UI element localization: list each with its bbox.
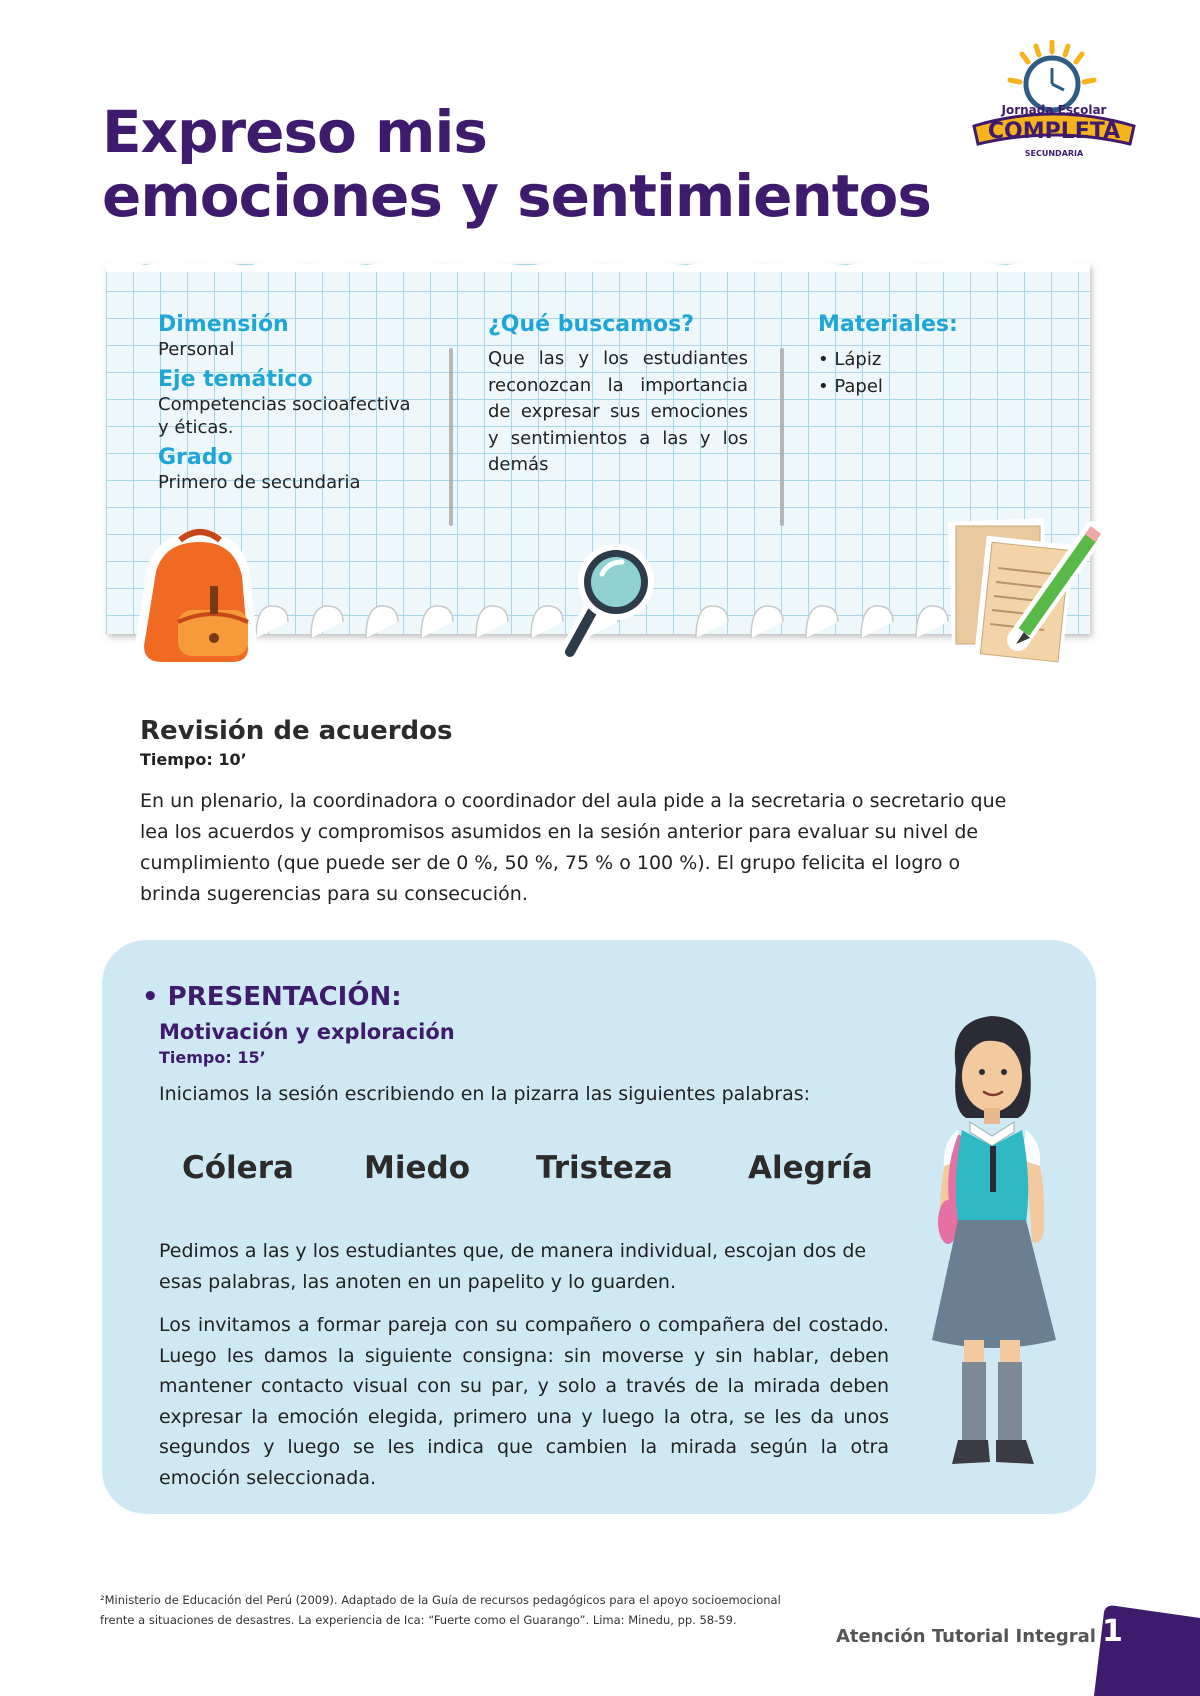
dimension-value: Personal — [158, 339, 235, 360]
emotion-word: Cólera — [182, 1150, 294, 1186]
presentacion-paragraph: Pedimos a las y los estudiantes que, de manera individual, escojan dos de esas palabras, las anoten en un papelito y lo guarden. — [159, 1240, 867, 1293]
page-title — [102, 100, 931, 228]
material-item: • Papel — [818, 373, 1058, 400]
emotion-word: Alegría — [748, 1150, 873, 1186]
presentacion-intro: Iniciamos la sesión escribiendo en la pizarra las siguientes palabras: — [159, 1083, 811, 1105]
materiales-list — [818, 346, 1058, 400]
presentacion-paragraph: Los invitamos a formar pareja con su compañero o compañera del costado. Luego les damos la siguiente consigna: sin moverse y sin hablar, deben mantener contacto visual con su par, y solo a través de la mirada deben expresar la emoción elegida, primero una y luego la otra, se les da unos segundos y luego se les indica que cambien la mirada según la otra emoción seleccionada. — [159, 1314, 889, 1489]
title-line-2: emociones y sentimientos — [102, 162, 931, 230]
busca-label: ¿Qué buscamos? — [488, 312, 694, 337]
eje-label: Eje temático — [158, 367, 313, 392]
magnifier-icon — [556, 540, 666, 666]
revision-time: Tiempo: 10’ — [140, 750, 247, 769]
dimension-label: Dimensión — [158, 312, 289, 337]
grado-value: Primero de secundaria — [158, 472, 361, 493]
info-column-left — [158, 312, 418, 500]
title-line-1: Expreso mis — [102, 98, 487, 166]
revision-title: Revisión de acuerdos — [140, 716, 453, 746]
torn-paper-edge — [106, 258, 1090, 272]
footnote-line-1: ²Ministerio de Educación del Perú (2009). Adaptado de la Guía de recursos pedagógicos para el apoyo socioemocional — [100, 1593, 781, 1607]
column-divider — [449, 348, 453, 526]
column-divider — [780, 348, 784, 526]
busca-text: Que las y los estudiantes reconozcan la importancia de expresar sus emociones y sentimientos a las y los demás — [488, 348, 748, 475]
emotion-word: Miedo — [364, 1150, 470, 1186]
jornada-escolar-logo — [970, 40, 1140, 160]
footer-label: Atención Tutorial Integral — [836, 1626, 1096, 1647]
papers-pencil-icon — [944, 518, 1114, 678]
logo-line-2: COMPLETA — [987, 119, 1121, 144]
presentacion-time: Tiempo: 15’ — [159, 1048, 266, 1067]
material-item: • Lápiz — [818, 346, 1058, 373]
logo-line-1: Jornada Escolar — [1001, 103, 1107, 117]
page-number: 1 — [1102, 1614, 1123, 1649]
footnote — [100, 1590, 800, 1630]
emotion-word: Tristeza — [536, 1150, 673, 1186]
backpack-icon — [118, 526, 278, 676]
materiales-label: Materiales: — [818, 312, 958, 337]
grado-label: Grado — [158, 445, 233, 470]
footnote-line-2: frente a situaciones de desastres. La experiencia de Ica: “Fuerte como el Guarango”. Lima: Minedu, pp. 58-59. — [100, 1613, 737, 1627]
logo-line-3: SECUNDARIA — [1024, 149, 1084, 158]
presentacion-subtitle: Motivación y exploración — [159, 1020, 455, 1044]
revision-text: En un plenario, la coordinadora o coordinador del aula pide a la secretaria o secretario que lea los acuerdos y compromisos asumidos en la sesión anterior para evaluar su nivel de cumplimiento (que puede ser de 0 %, 50 %, 75 % o 100 %). El grupo felicita el logro o brinda sugerencias para su consecución. — [140, 790, 1007, 905]
eje-value: Competencias socioafectiva y éticas. — [158, 394, 411, 438]
presentacion-title: • PRESENTACIÓN: — [142, 982, 402, 1012]
student-girl-illustration — [918, 1010, 1068, 1472]
info-column-middle — [488, 312, 748, 479]
info-column-right — [818, 312, 1058, 400]
